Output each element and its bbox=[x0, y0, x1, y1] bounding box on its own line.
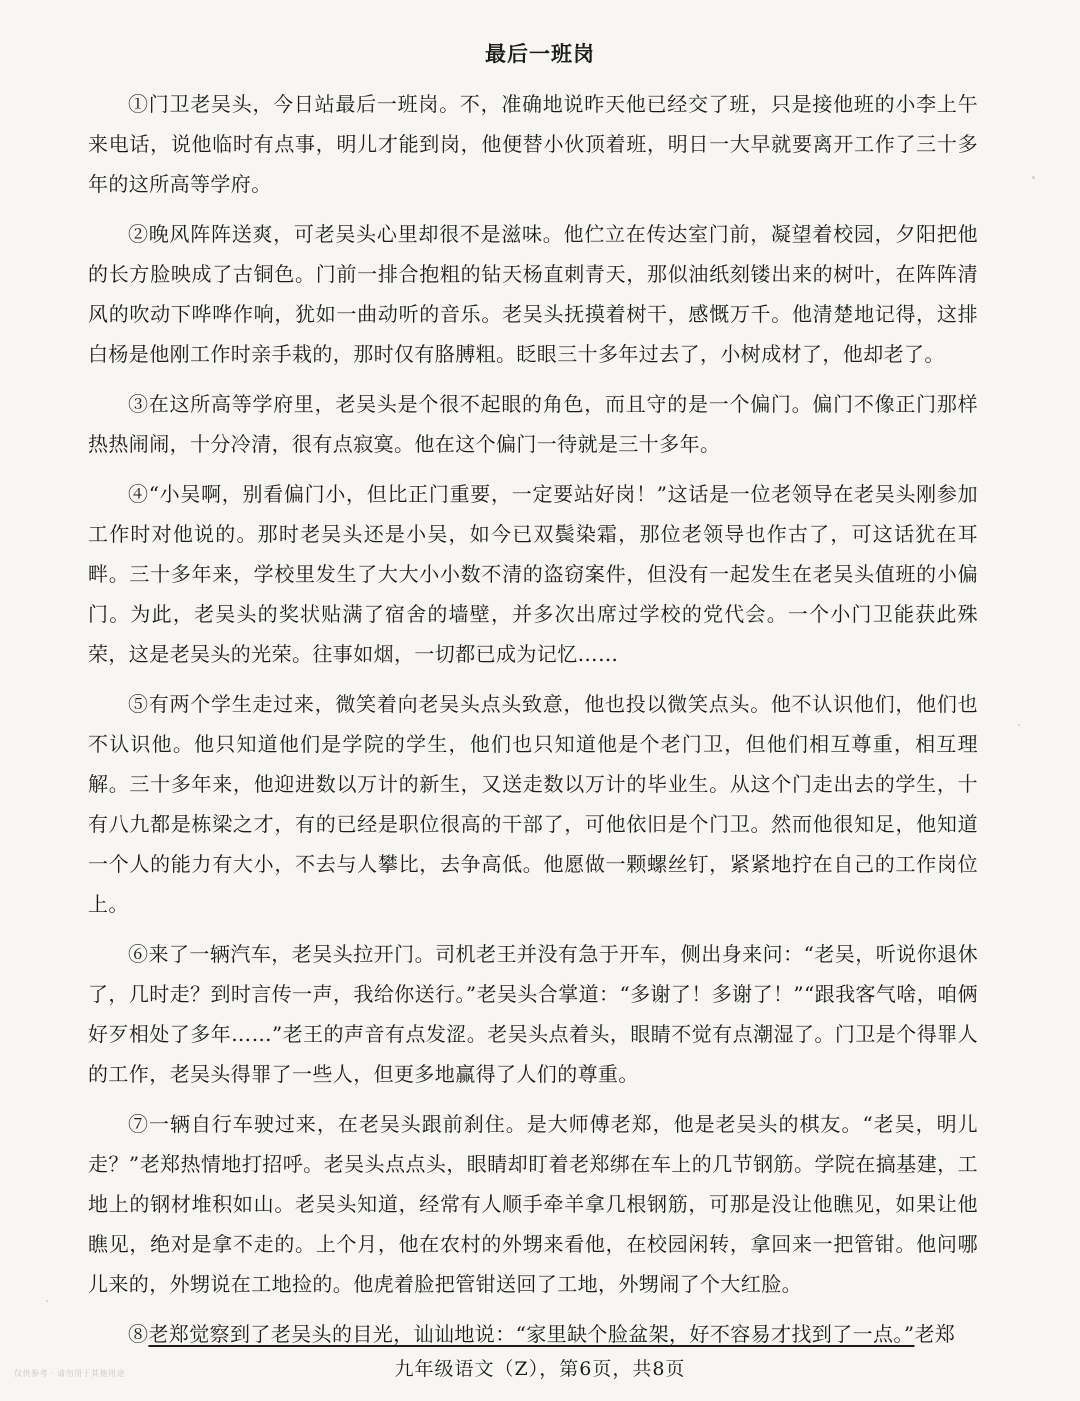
paragraph-5: ⑤有两个学生走过来，微笑着向老吴头点头致意，他也投以微笑点头。他不认识他们，他们也不认识他。他只知道他们是学院的学生，他们也只知道他是个老门卫，但他们相互尊重，相互理解。三十多年来，他迎进数以万计的新生，又送走数以万计的毕业生。从这个门走出去的学生，十有八九都是栋梁之才，有的已经是职位很高的干部了，可他依旧是个门卫。然而他很知足，他知道一个人的能力有大小，不去与人攀比，去争高低。他愿做一颗螺丝钉，紧紧地拧在自己的工作岗位上。 bbox=[88, 692, 978, 916]
underlined-sentence: 老郑觉察到了老吴头的目光，讪讪地说：“家里缺个脸盆架，好不容易才找到了一点。” bbox=[148, 1322, 915, 1346]
scan-speck bbox=[1032, 176, 1035, 179]
article-body bbox=[88, 84, 978, 1354]
paragraph-8-continuation: 老郑 bbox=[914, 1322, 956, 1346]
paragraph-1: ①门卫老吴头，今日站最后一班岗。不，准确地说昨天他已经交了班，只是接他班的小李上午来电话，说他临时有点事，明儿才能到岗，他便替小伙顶着班，明日一大早就要离开工作了三十多年的这所高等学府。 bbox=[88, 92, 978, 196]
paragraph-8 bbox=[88, 1314, 978, 1354]
scan-speck bbox=[1018, 724, 1020, 726]
paragraph-4: ④“小吴啊，别看偏门小，但比正门重要，一定要站好岗！”这话是一位老领导在老吴头刚参加工作时对他说的。那时老吴头还是小吴，如今已双鬓染霜，那位老领导也作古了，可这话犹在耳畔。三十多年来，学校里发生了大大小小数不清的盗窃案件，但没有一起发生在老吴头值班的小偏门。为此，老吴头的奖状贴满了宿舍的墙壁，并多次出席过学校的党代会。一个小门卫能获此殊荣，这是老吴头的光荣。往事如烟，一切都已成为记忆…… bbox=[88, 482, 978, 666]
scan-speck bbox=[46, 1300, 48, 1302]
paragraph-8-number: ⑧ bbox=[128, 1322, 149, 1346]
page-footer: 九年级语文（Z），第6页，共8页 bbox=[394, 1358, 686, 1380]
corner-watermark: 仅供参考 · 请勿用于其他用途 bbox=[14, 1369, 126, 1378]
paragraph-6: ⑥来了一辆汽车，老吴头拉开门。司机老王并没有急于开车，侧出身来问：“老吴，听说你退休了，几时走？到时言传一声，我给你送行。”老吴头合掌道：“多谢了！多谢了！”“跟我客气啥，咱俩好歹相处了多年……”老王的声音有点发涩。老吴头点着头，眼睛不觉有点潮湿了。门卫是个得罪人的工作，老吴头得罪了一些人，但更多地赢得了人们的尊重。 bbox=[88, 942, 978, 1086]
article-title: 最后一班岗 bbox=[485, 42, 595, 66]
paragraph-7: ⑦一辆自行车驶过来，在老吴头跟前刹住。是大师傅老郑，他是老吴头的棋友。“老吴，明儿走？”老郑热情地打招呼。老吴头点点头，眼睛却盯着老郑绑在车上的几节钢筋。学院在搞基建，工地上的钢材堆积如山。老吴头知道，经常有人顺手牵羊拿几根钢筋，可那是没让他瞧见，如果让他瞧见，绝对是拿不走的。上个月，他在农村的外甥来看他，在校园闲转，拿回来一把管钳。他问哪儿来的，外甥说在工地捡的。他虎着脸把管钳送回了工地，外甥闹了个大红脸。 bbox=[88, 1112, 978, 1296]
paragraph-3: ③在这所高等学府里，老吴头是个很不起眼的角色，而且守的是一个偏门。偏门不像正门那样热热闹闹，十分冷清，很有点寂寞。他在这个偏门一待就是三十多年。 bbox=[88, 392, 978, 456]
paragraph-2: ②晚风阵阵送爽，可老吴头心里却很不是滋味。他伫立在传达室门前，凝望着校园，夕阳把他的长方脸映成了古铜色。门前一排合抱粗的钻天杨直刺青天，那似油纸刻镂出来的树叶，在阵阵清风的吹动下哗哗作响，犹如一曲动听的音乐。老吴头抚摸着树干，感慨万千。他清楚地记得，这排白杨是他刚工作时亲手栽的，那时仅有胳膊粗。眨眼三十多年过去了，小树成材了，他却老了。 bbox=[88, 222, 978, 366]
